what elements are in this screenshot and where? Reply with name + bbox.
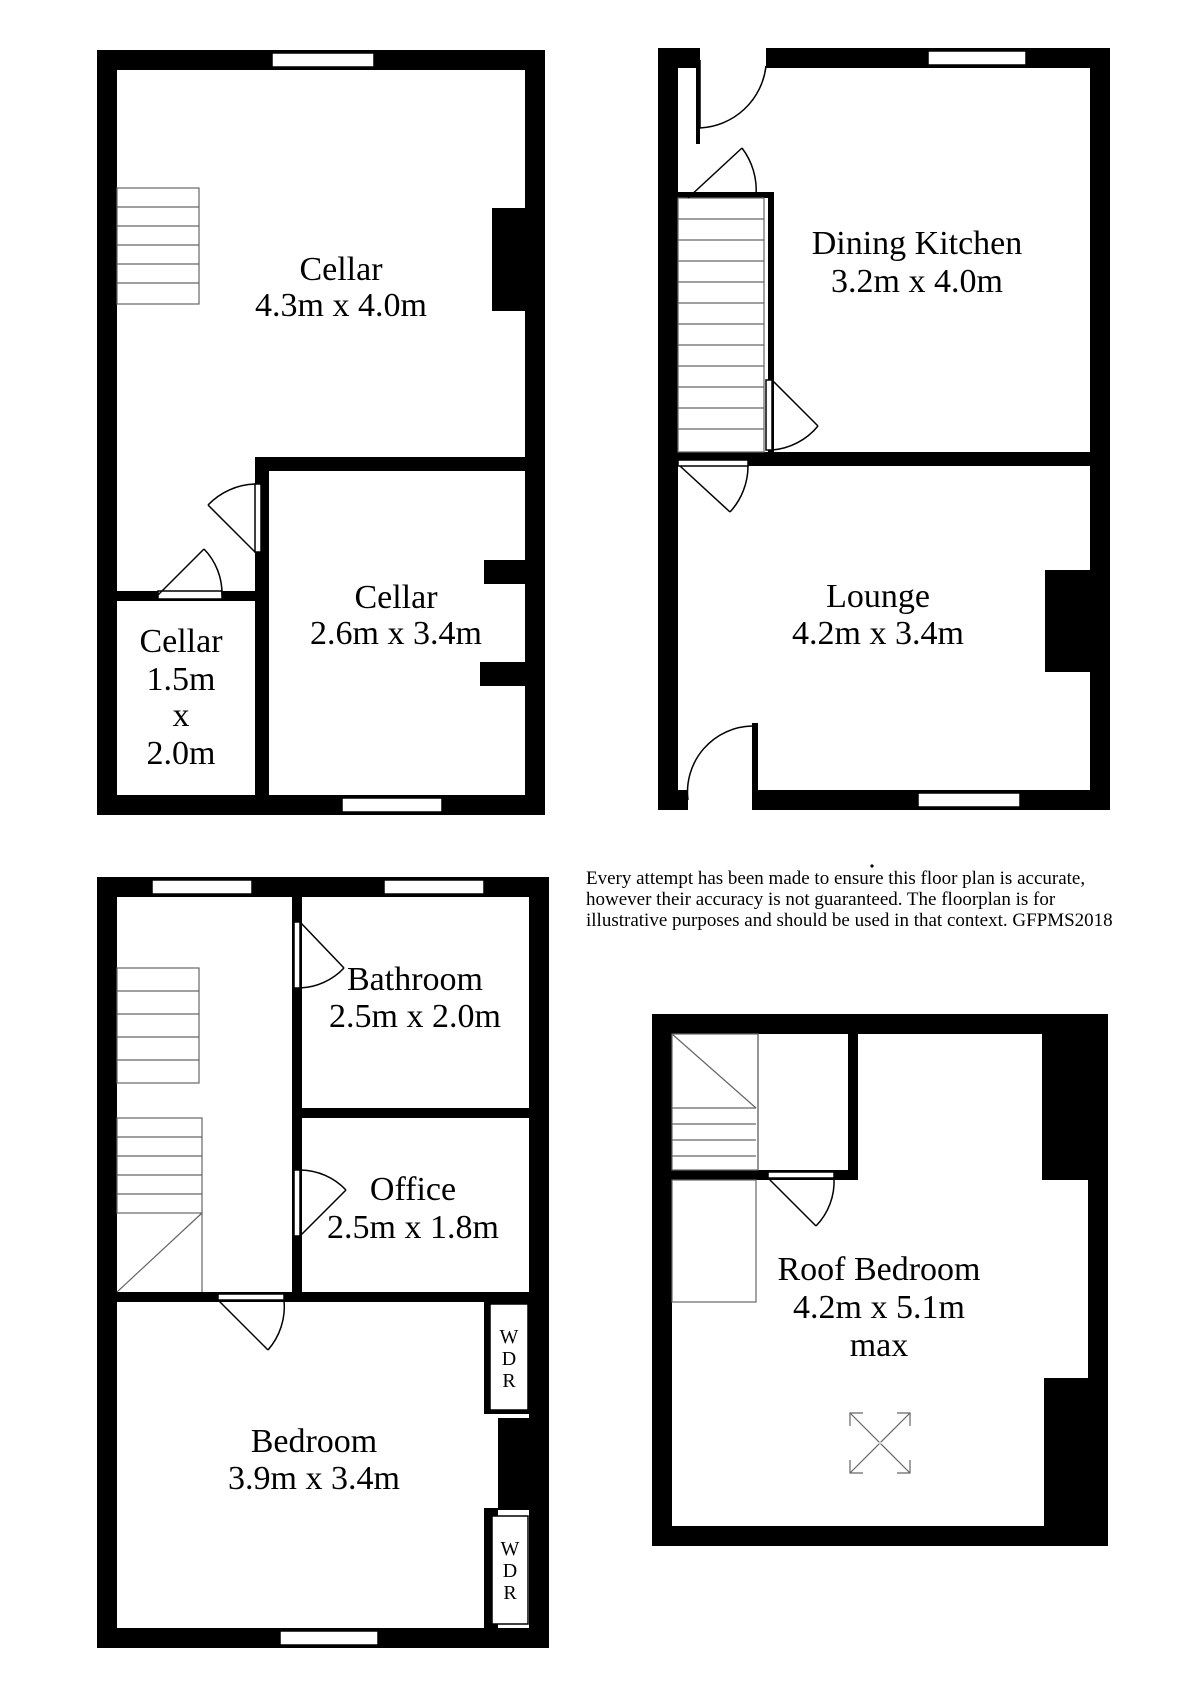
disclaimer-line-3: illustrative purposes and should be used in that context. GFPMS2018	[586, 910, 1113, 931]
basement-windows	[272, 53, 442, 812]
roof-bedroom-name: Roof Bedroom	[777, 1251, 981, 1288]
wardrobe-2-letter-d: D	[502, 1560, 518, 1582]
first-stairs	[117, 968, 202, 1292]
skylight-icon	[850, 1413, 910, 1473]
disclaimer	[586, 868, 1186, 931]
lounge-name: Lounge	[826, 578, 930, 615]
cellar-small-name: Cellar	[139, 623, 223, 660]
cellar-small-x: x	[172, 697, 190, 734]
roof-bedroom-note: max	[849, 1327, 909, 1364]
basement-doors	[158, 484, 261, 599]
lounge-size: 4.2m x 3.4m	[792, 615, 964, 652]
cellar-main-name: Cellar	[299, 251, 383, 288]
cellar-small-depth: 2.0m	[146, 735, 216, 772]
cellar-right-name: Cellar	[354, 579, 438, 616]
bedroom-name: Bedroom	[250, 1423, 378, 1460]
roof-stairs	[672, 1034, 758, 1302]
ground-windows	[918, 51, 1026, 807]
basement-plan	[97, 50, 545, 815]
wardrobe-2-letter-w: W	[500, 1538, 520, 1560]
roof-bedroom-size: 4.2m x 5.1m	[793, 1289, 965, 1326]
wardrobe-2-letter-r: R	[503, 1582, 517, 1604]
first-doors	[218, 922, 346, 1350]
wardrobe-1-letter-r: R	[502, 1370, 516, 1392]
bedroom-size: 3.9m x 3.4m	[228, 1460, 400, 1497]
disclaimer-line-2: however their accuracy is not guaranteed. The floorplan is for	[586, 889, 1056, 910]
ground-doors	[678, 60, 818, 800]
cellar-right-size: 2.6m x 3.4m	[310, 615, 482, 652]
cellar-stairs	[117, 188, 199, 304]
ground-stairs	[678, 198, 764, 452]
ground-floor-plan	[658, 48, 1110, 810]
wardrobe-1-letter-d: D	[501, 1348, 517, 1370]
dining-kitchen-size: 3.2m x 4.0m	[831, 263, 1003, 300]
bathroom-size: 2.5m x 2.0m	[329, 998, 501, 1035]
bathroom-name: Bathroom	[347, 961, 483, 998]
cellar-small-width: 1.5m	[146, 661, 216, 698]
office-name: Office	[369, 1171, 457, 1208]
wardrobe-1-letter-w: W	[499, 1326, 519, 1348]
roof-door	[768, 1172, 834, 1226]
office-size: 2.5m x 1.8m	[327, 1209, 499, 1246]
disclaimer-line-1: Every attempt has been made to ensure this floor plan is accurate,	[586, 868, 1086, 889]
cellar-main-size: 4.3m x 4.0m	[255, 287, 427, 324]
dining-kitchen-name: Dining Kitchen	[811, 225, 1023, 262]
basement-walls	[97, 50, 545, 815]
